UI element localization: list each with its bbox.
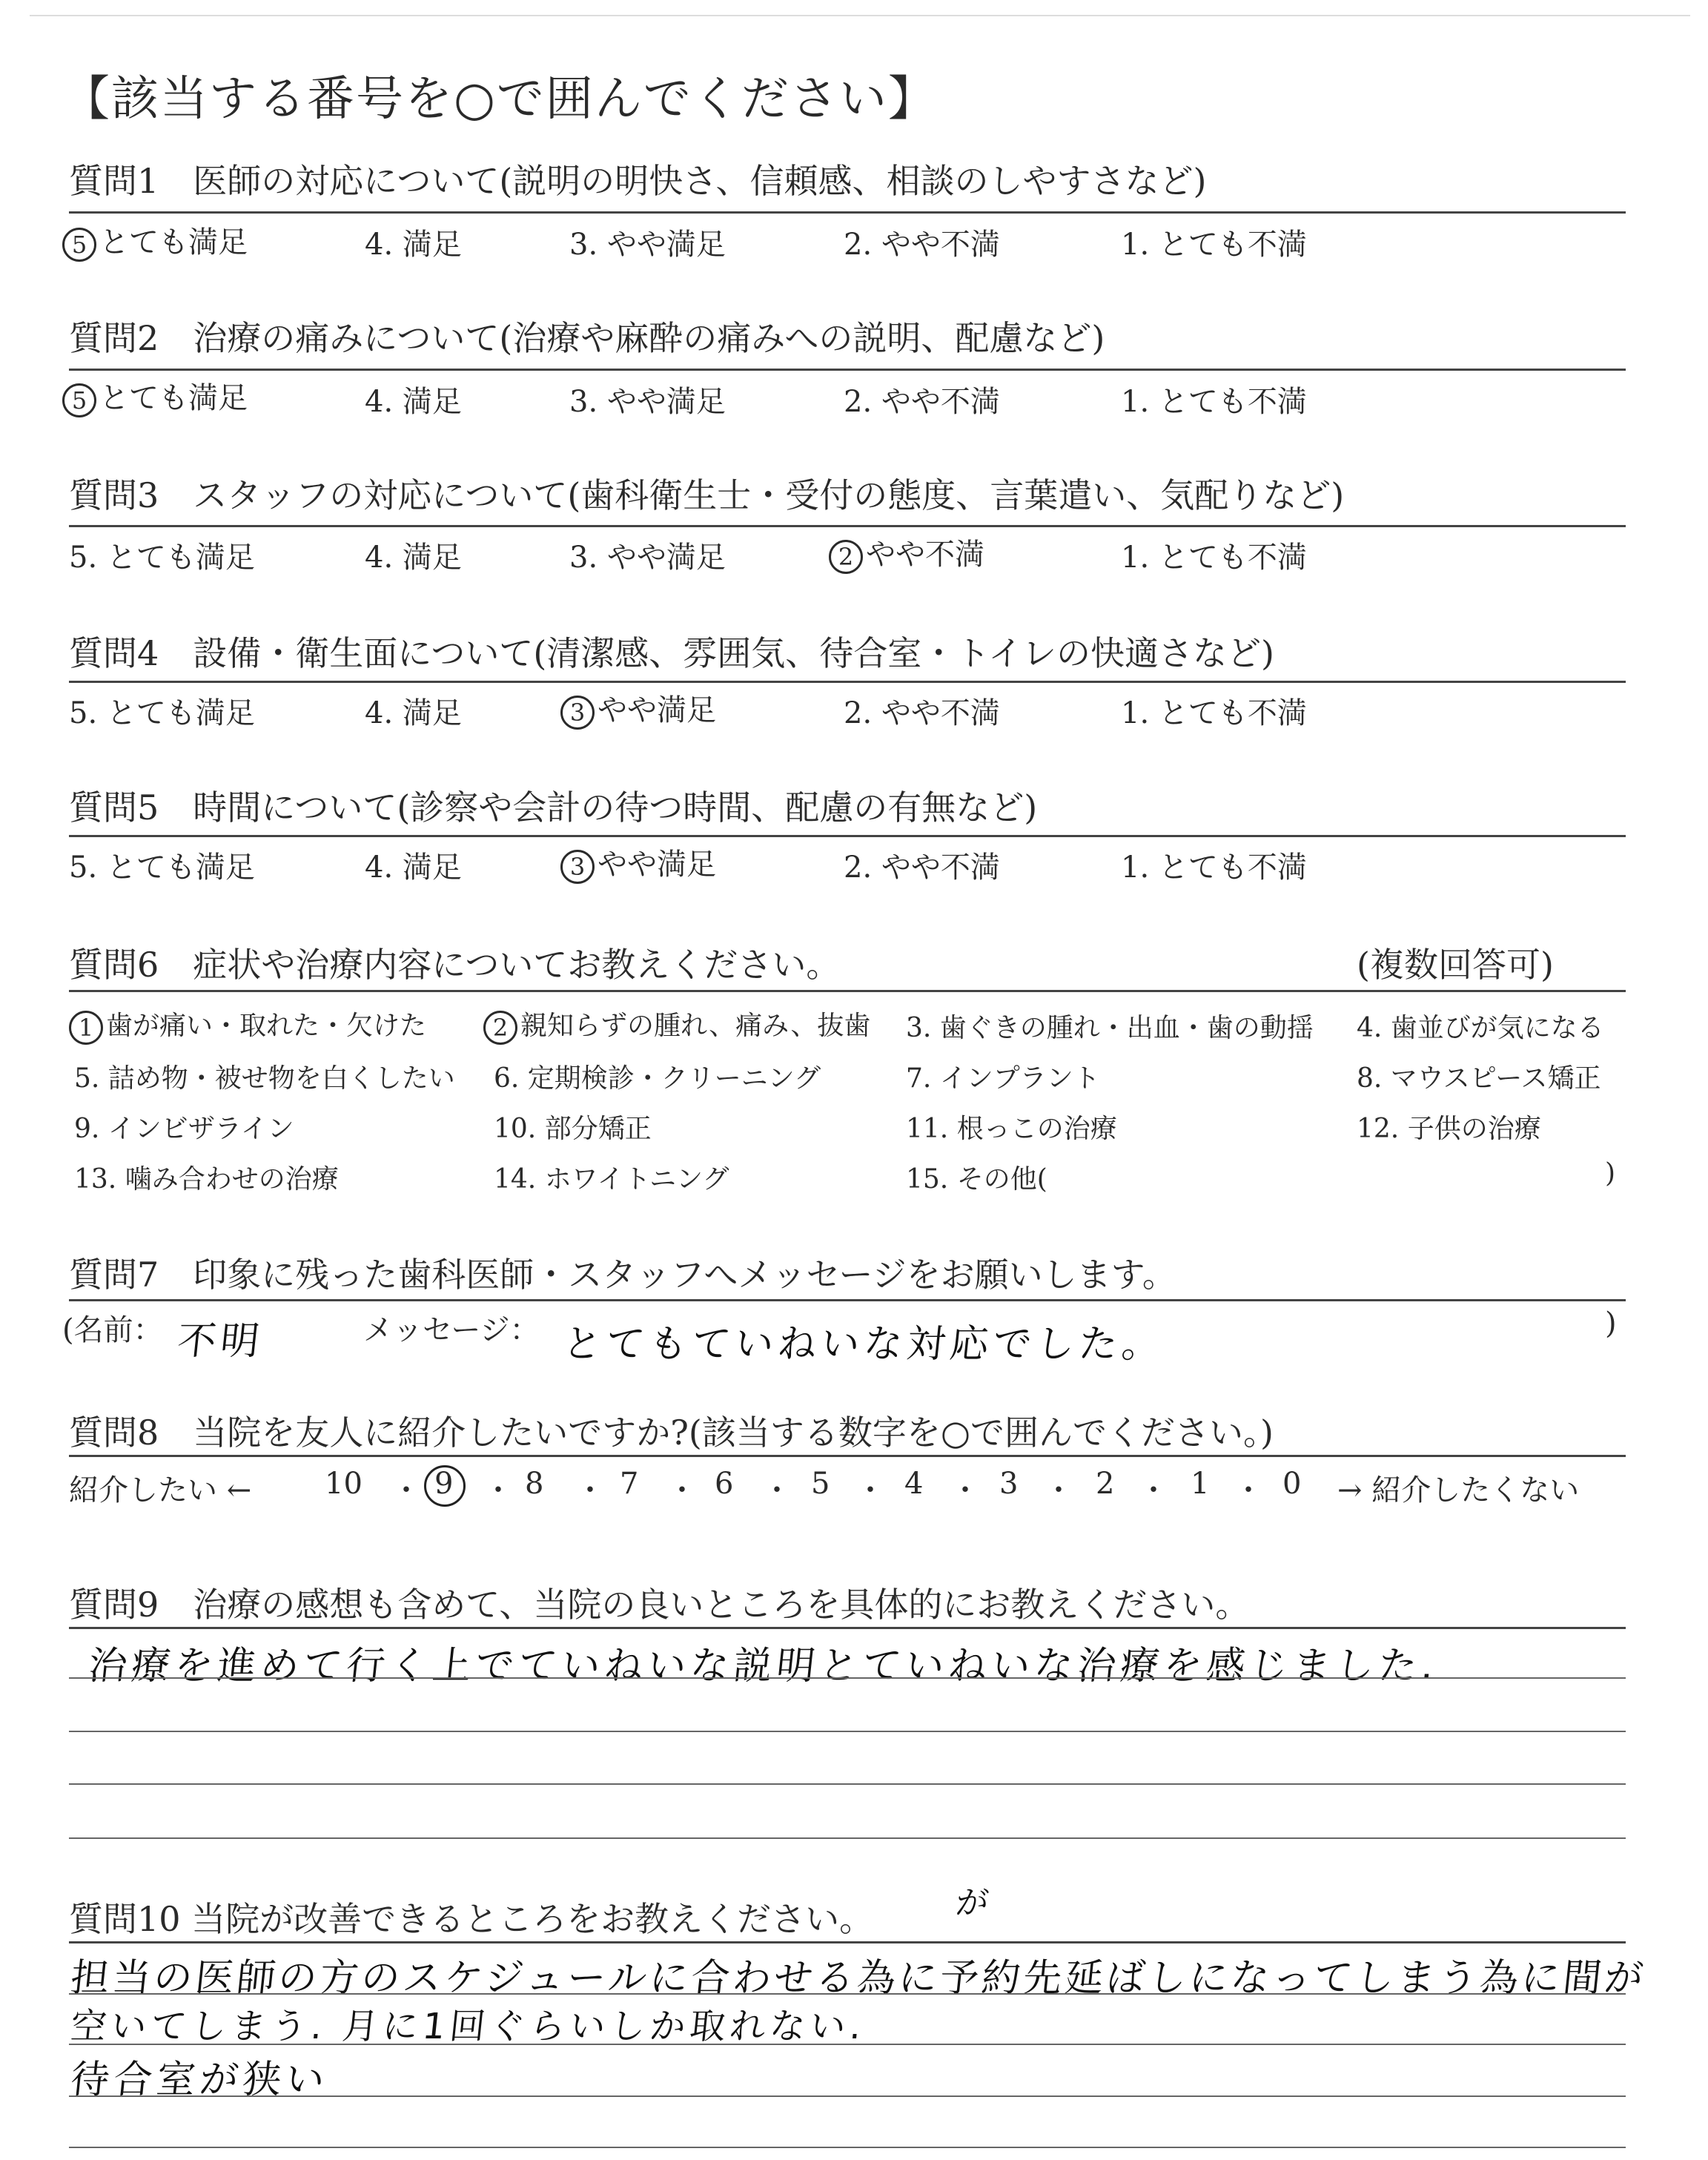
q10-title: 質問10 当院が改善できるところをお教えください。 — [69, 1899, 874, 1939]
q4-option-3[interactable] — [560, 687, 716, 730]
q8-dot: ・ — [1139, 1473, 1168, 1507]
q4-option-3-label: やや満足 — [598, 693, 716, 727]
q9-answer-rule — [69, 1677, 1626, 1679]
q5-option-4[interactable]: 4. 満足 — [365, 851, 462, 885]
q5-option-2[interactable]: 2. やや不満 — [844, 851, 1000, 885]
q1-option-5-label: とても満足 — [99, 225, 248, 260]
q5-option-1[interactable]: 1. とても不満 — [1121, 851, 1307, 885]
q6-item-3[interactable]: 3. 歯ぐきの腫れ・出血・歯の動揺 — [906, 1013, 1314, 1043]
q8-scale-5[interactable]: 5 — [811, 1467, 830, 1501]
q8-left-label: 紹介したい ← — [69, 1473, 252, 1507]
q8-dot: ・ — [762, 1473, 792, 1507]
q10-answer-rule — [69, 1993, 1626, 1995]
q6-item-2[interactable] — [483, 1005, 870, 1045]
q7-message-value[interactable]: とてもていねいな対応でした。 — [560, 1322, 1168, 1367]
q5-title: 質問5 時間について(診察や会計の待つ時間、配慮の有無など) — [69, 787, 1038, 828]
selected-circle-mark: 1 — [69, 1011, 103, 1045]
q4-title: 質問4 設備・衛生面について(清潔感、雰囲気、待合室・トイレの快適さなど) — [69, 633, 1274, 673]
q5-rule — [69, 835, 1626, 837]
q8-dot: ・ — [1234, 1473, 1263, 1507]
q8-dot: ・ — [575, 1473, 605, 1507]
q5-option-3-label: やや満足 — [598, 848, 716, 882]
q9-title: 質問9 治療の感想も含めて、当院の良いところを具体的にお教えください。 — [69, 1585, 1250, 1625]
q2-option-3[interactable]: 3. やや満足 — [569, 385, 726, 419]
q10-insert-mark: が — [953, 1884, 996, 1922]
q8-dot: ・ — [1044, 1473, 1073, 1507]
q6-item-9[interactable]: 9. インビザライン — [74, 1114, 294, 1144]
q4-option-4[interactable]: 4. 満足 — [365, 696, 462, 730]
q8-scale-2[interactable]: 2 — [1096, 1467, 1115, 1501]
q5-option-3[interactable] — [560, 841, 716, 884]
q9-answer-rule — [69, 1783, 1626, 1785]
q8-dot: ・ — [483, 1473, 513, 1507]
selected-circle-mark: 2 — [829, 540, 863, 574]
q7-close-paren: ) — [1605, 1307, 1617, 1341]
q1-title: 質問1 医師の対応について(説明の明快さ、信頼感、相談のしやすさなど) — [69, 161, 1207, 201]
q4-option-5[interactable]: 5. とても満足 — [69, 696, 255, 730]
q8-right-label: → 紹介したくない — [1337, 1473, 1580, 1507]
q3-option-1[interactable]: 1. とても不満 — [1121, 541, 1307, 575]
selected-circle-mark: 3 — [560, 696, 595, 730]
q3-option-2[interactable] — [829, 531, 984, 574]
q6-item-7[interactable]: 7. インプラント — [906, 1063, 1100, 1094]
q6-item-14[interactable]: 14. ホワイトニング — [494, 1164, 729, 1195]
q2-option-5-label: とても満足 — [99, 381, 248, 415]
q2-option-2[interactable]: 2. やや不満 — [844, 385, 1000, 419]
q7-name-value[interactable]: 不明 — [175, 1319, 266, 1364]
selected-circle-mark: 3 — [560, 850, 595, 884]
q3-option-4[interactable]: 4. 満足 — [365, 541, 462, 575]
q8-dot: ・ — [950, 1473, 980, 1507]
q8-scale-3[interactable]: 3 — [999, 1467, 1019, 1501]
q8-scale-4[interactable]: 4 — [904, 1467, 924, 1501]
selected-circle-mark: 5 — [62, 228, 96, 262]
q2-option-1[interactable]: 1. とても不満 — [1121, 385, 1307, 419]
page-top-edge — [30, 15, 1690, 16]
q10-answer-rule — [69, 2044, 1626, 2045]
q1-option-5[interactable] — [62, 219, 248, 262]
q10-answer-rule — [69, 2095, 1626, 2097]
q6-item-1[interactable] — [69, 1005, 426, 1045]
selected-circle-mark: 5 — [62, 383, 96, 417]
q6-item-6[interactable]: 6. 定期検診・クリーニング — [494, 1063, 821, 1094]
q4-option-2[interactable]: 2. やや不満 — [844, 696, 1000, 730]
q6-item-4[interactable]: 4. 歯並びが気になる — [1357, 1013, 1604, 1043]
q2-title: 質問2 治療の痛みについて(治療や麻酔の痛みへの説明、配慮など) — [69, 318, 1105, 358]
q6-item-15[interactable]: 15. その他( — [906, 1164, 1047, 1195]
q2-rule — [69, 369, 1626, 371]
q9-answer-rule — [69, 1837, 1626, 1839]
q8-dot: ・ — [667, 1473, 697, 1507]
q6-item-2-label: 親知らずの腫れ、痛み、抜歯 — [520, 1011, 871, 1041]
q6-note: (複数回答可) — [1357, 945, 1554, 985]
q6-rule — [69, 990, 1626, 992]
q6-item-10[interactable]: 10. 部分矯正 — [494, 1114, 652, 1144]
q2-option-4[interactable]: 4. 満足 — [365, 385, 462, 419]
q4-rule — [69, 681, 1626, 683]
q6-item-15-close: ) — [1605, 1158, 1616, 1189]
q8-dot: ・ — [855, 1473, 885, 1507]
q7-name-label: (名前： — [62, 1313, 163, 1347]
q1-option-2[interactable]: 2. やや不満 — [844, 228, 1000, 262]
q8-scale-9[interactable]: 9 — [434, 1467, 454, 1501]
selected-circle-mark: 2 — [483, 1011, 517, 1045]
q6-item-5[interactable]: 5. 詰め物・被せ物を白くしたい — [74, 1063, 455, 1094]
q6-item-11[interactable]: 11. 根っこの治療 — [906, 1114, 1117, 1144]
q8-dot: ・ — [391, 1473, 421, 1507]
q10-answer-line-1[interactable]: 担当の医師の方のスケジュールに合わせる為に予約先延ばしになってしまう為に間が — [68, 1956, 1649, 2001]
q3-option-3[interactable]: 3. やや満足 — [569, 541, 726, 575]
q3-option-5[interactable]: 5. とても満足 — [69, 541, 255, 575]
q8-scale-10[interactable]: 10 — [325, 1467, 363, 1501]
q6-item-13[interactable]: 13. 噛み合わせの治療 — [74, 1164, 339, 1195]
q3-rule — [69, 525, 1626, 527]
q10-answer-rule — [69, 2147, 1626, 2148]
q3-title: 質問3 スタッフの対応について(歯科衛生士・受付の態度、言葉遣い、気配りなど) — [69, 475, 1345, 515]
q3-option-2-label: やや不満 — [866, 538, 984, 572]
q2-option-5[interactable] — [62, 374, 248, 417]
q9-answer-line-1[interactable]: 治療を進めて行く上でていねいな説明とていねいな治療を感じました. — [86, 1644, 1441, 1688]
q8-rule — [69, 1455, 1626, 1457]
instruction-header: 【該当する番号を○で囲んでください】 — [62, 72, 937, 127]
q1-option-4[interactable]: 4. 満足 — [365, 228, 462, 262]
q6-item-12[interactable]: 12. 子供の治療 — [1357, 1114, 1541, 1144]
q5-option-5[interactable]: 5. とても満足 — [69, 851, 255, 885]
q8-scale-1[interactable]: 1 — [1191, 1467, 1210, 1501]
q7-title: 質問7 印象に残った歯科医師・スタッフへメッセージをお願いします。 — [69, 1255, 1176, 1295]
q10-answer-line-3[interactable]: 待合室が狭い — [68, 2058, 331, 2102]
q4-option-1[interactable]: 1. とても不満 — [1121, 696, 1307, 730]
q6-item-1-label: 歯が痛い・取れた・欠けた — [106, 1011, 427, 1041]
q7-message-label: メッセージ： — [363, 1313, 540, 1347]
q10-rule — [69, 1941, 1626, 1943]
q6-title: 質問6 症状や治療内容についてお教えください。 — [69, 945, 841, 985]
q10-answer-line-2[interactable]: 空いてしまう. 月に1回ぐらいしか取れない. — [68, 2006, 868, 2047]
q6-item-8[interactable]: 8. マウスピース矯正 — [1357, 1063, 1601, 1094]
q9-answer-rule — [69, 1731, 1626, 1732]
q1-option-1[interactable]: 1. とても不満 — [1121, 228, 1307, 262]
q9-rule — [69, 1627, 1626, 1629]
q8-scale-7[interactable]: 7 — [620, 1467, 639, 1501]
q7-rule — [69, 1299, 1626, 1301]
q8-scale-8[interactable]: 8 — [525, 1467, 544, 1501]
q1-option-3[interactable]: 3. やや満足 — [569, 228, 726, 262]
q8-scale-0[interactable]: 0 — [1282, 1467, 1302, 1501]
q1-rule — [69, 211, 1626, 214]
q8-scale-6[interactable]: 6 — [715, 1467, 734, 1501]
q8-title: 質問8 当院を友人に紹介したいですか?(該当する数字を○で囲んでください。) — [69, 1413, 1274, 1453]
